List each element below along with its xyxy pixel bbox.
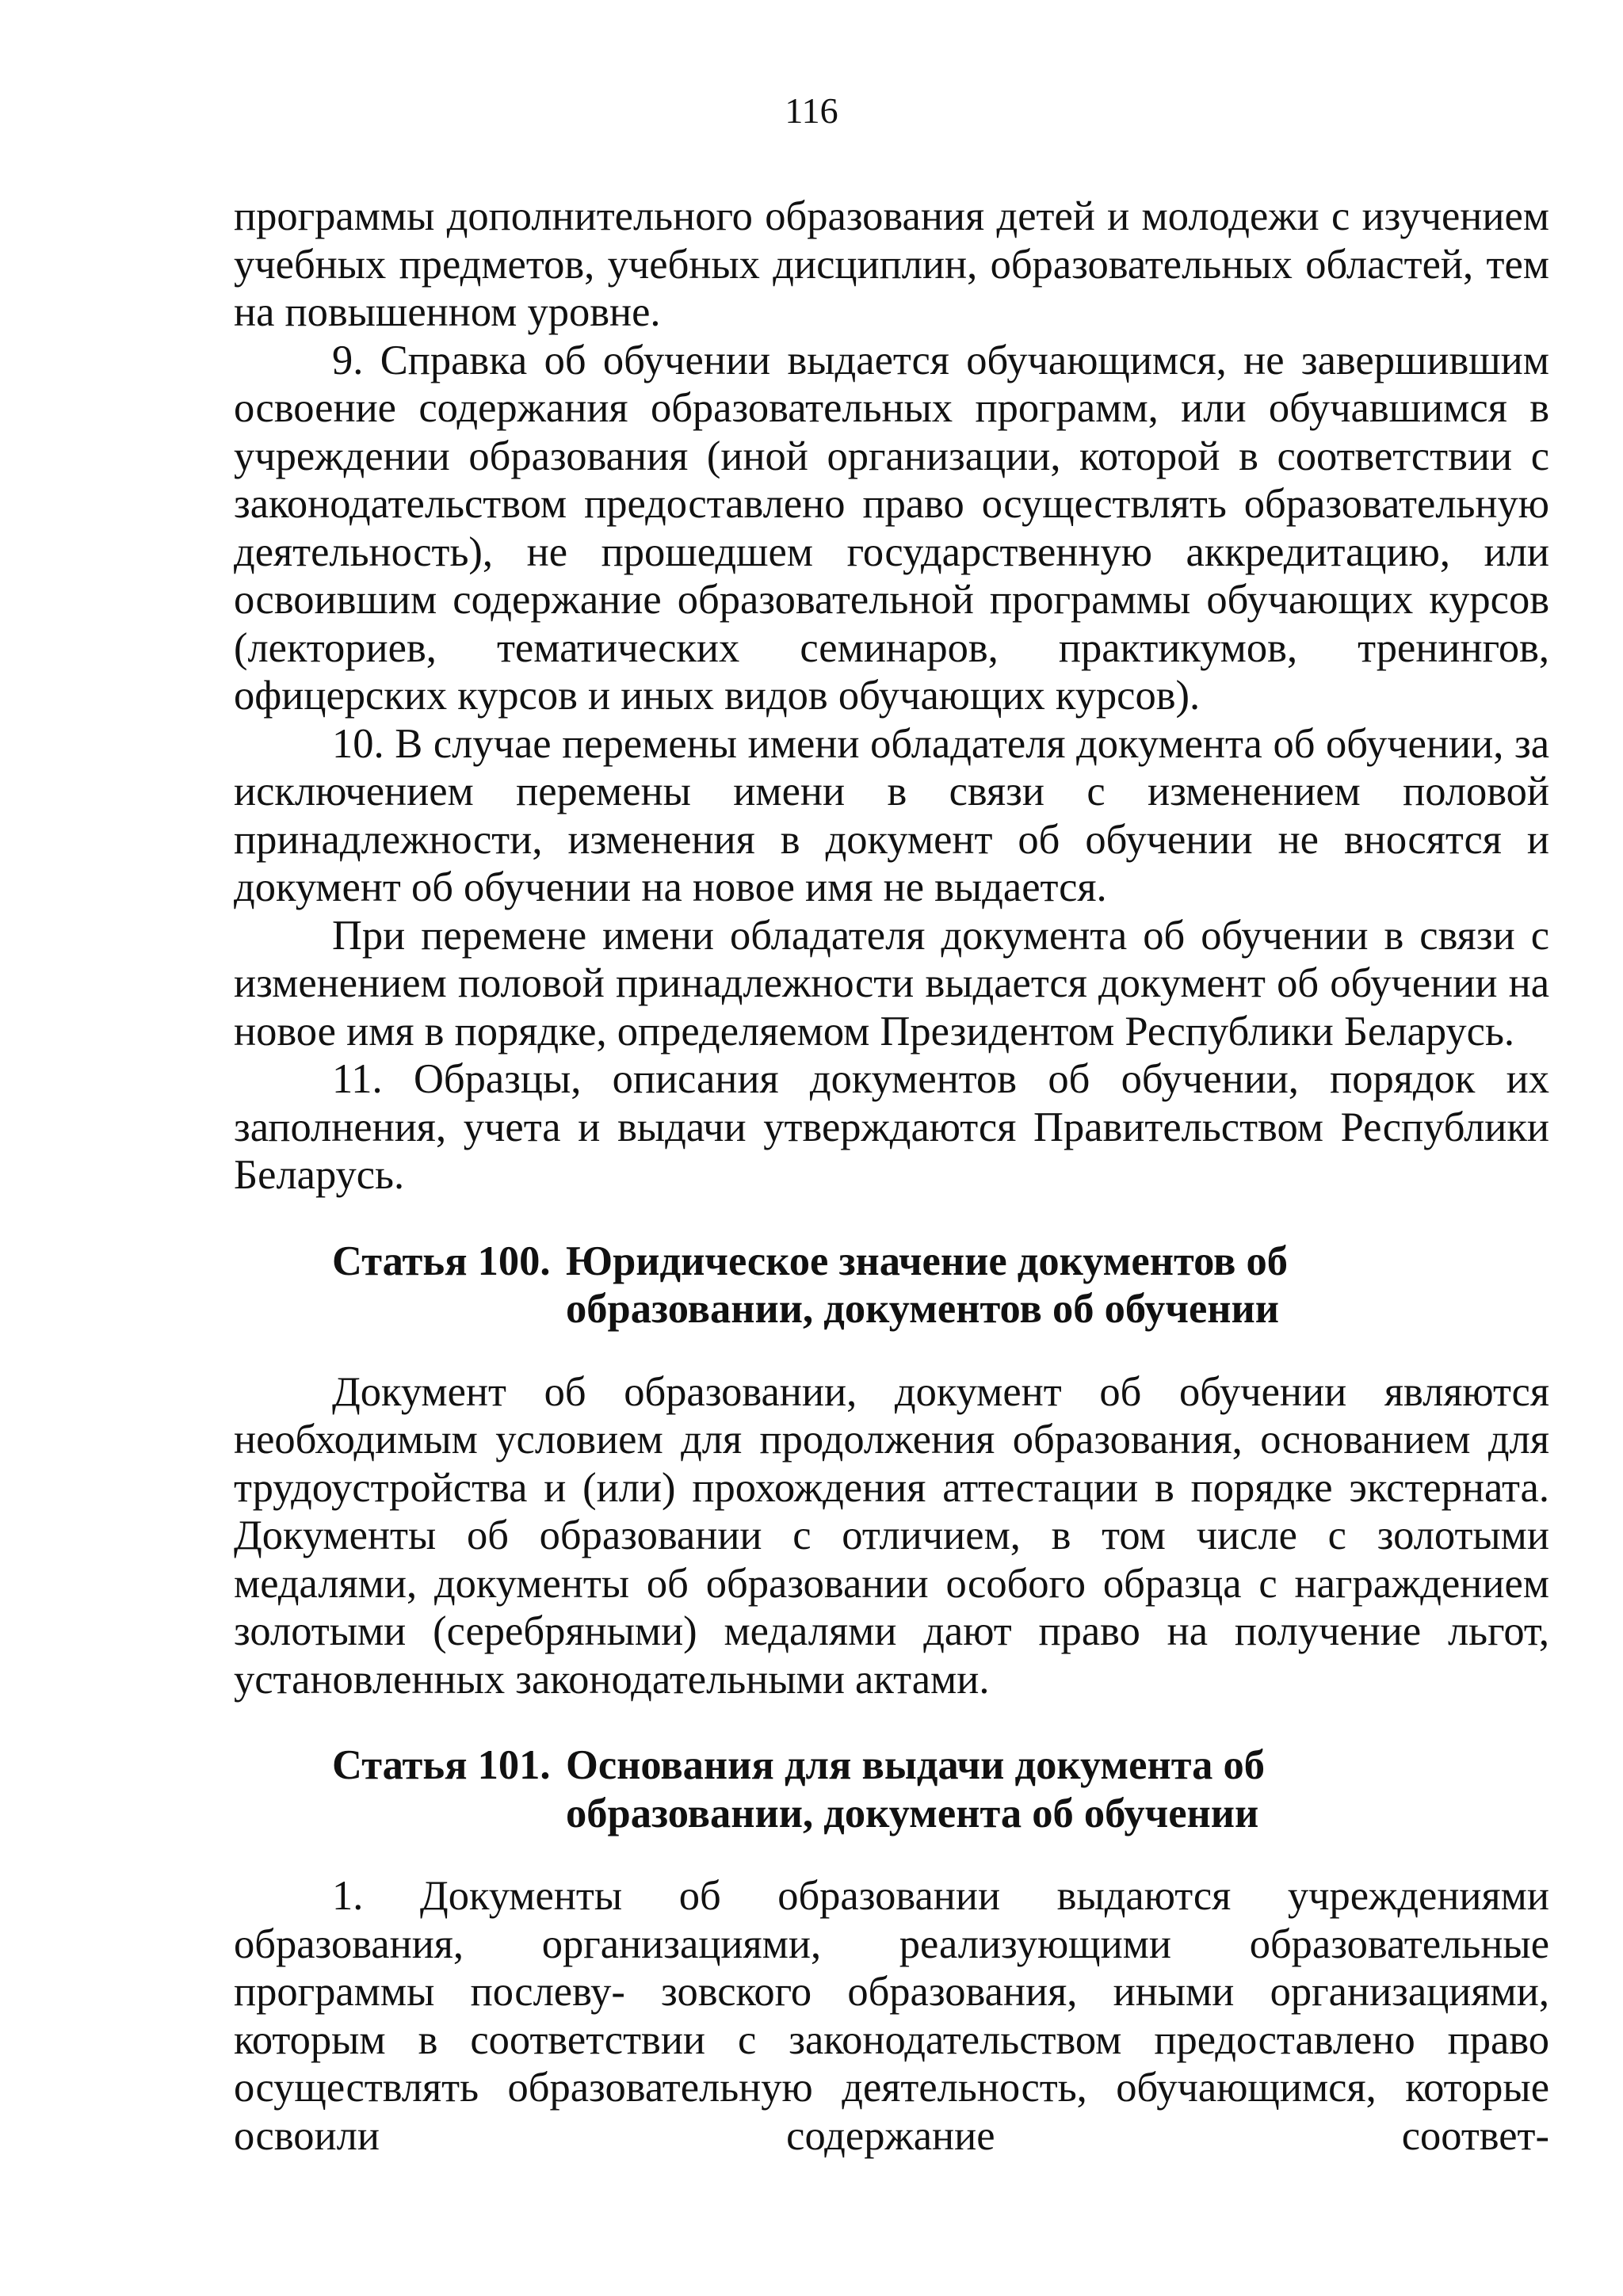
- article-101-title-line-1: Основания для выдачи документа об: [566, 1742, 1266, 1788]
- article-100-heading: [234, 1238, 1549, 1333]
- paragraph-continuation: программы дополнительного образования детей и молодежи с изучением учебных предметов, учебных дисциплин, образовательных областей, тем на повышенном уровне.: [234, 193, 1549, 335]
- article-100-title-line-1: Юридическое значение документов об: [566, 1238, 1288, 1284]
- article-101-number: Статья 101.: [332, 1742, 551, 1788]
- paragraph-item-11: 11. Образцы, описания документов об обучении, порядок их заполнения, учета и выдачи утверждаются Правительством Республики Беларусь.: [234, 1056, 1549, 1198]
- article-100-title-line-2: образовании, документов об обучении: [566, 1286, 1280, 1332]
- paragraph-name-change: При перемене имени обладателя документа об обучении в связи с изменением половой принадлежности выдается документ об обучении на новое имя в порядке, определяемом Президентом Республики Беларусь.: [234, 912, 1549, 1055]
- paragraph-item-10: 10. В случае перемены имени обладателя документа об обучении, за исключением перемены имени в связи с изменением половой принадлежности, изменения в документ об обучении не вносятся и документ об обучении на новое имя не выдается.: [234, 720, 1549, 910]
- article-100-paragraph: Документ об образовании, документ об обучении являются необходимым условием для продолжения образования, основанием для трудоустройства и (или) прохождения аттестации в порядке экстерната. Документы об образовании с отличием, в том числе с золотыми медалями, документы об образовании особого образца с награждением золотыми (серебряными) медалями дают право на получение льгот, установленных законодательными актами.: [234, 1368, 1549, 1703]
- article-101-title-line-2: образовании, документа об обучении: [566, 1790, 1259, 1836]
- document-body: [234, 193, 1549, 2160]
- article-101-paragraph-item-1: 1. Документы об образовании выдаются учреждениями образования, организациями, реализующими образовательные программы послеву- зовского образования, иными организациями, которым в соответствии с законодательством предоставлено право осуществлять образовательную деятельность, обучающимся, которые освоили содержание соответ-: [234, 1873, 1549, 2159]
- article-100-number: Статья 100.: [332, 1238, 551, 1284]
- article-101-heading: [234, 1741, 1549, 1837]
- page-number: 116: [785, 90, 838, 131]
- paragraph-item-9: 9. Справка об обучении выдается обучающимся, не завершившим освоение содержания образовательных программ, или обучавшимся в учреждении образования (иной организации, которой в соответствии с законодательством предоставлено право осуществлять образовательную деятельность), не прошедшем государственную аккредитацию, или освоившим содержание образовательной программы обучающих курсов (лекториев, тематических семинаров, практикумов, тренингов, офицерских курсов и иных видов обучающих курсов).: [234, 337, 1549, 719]
